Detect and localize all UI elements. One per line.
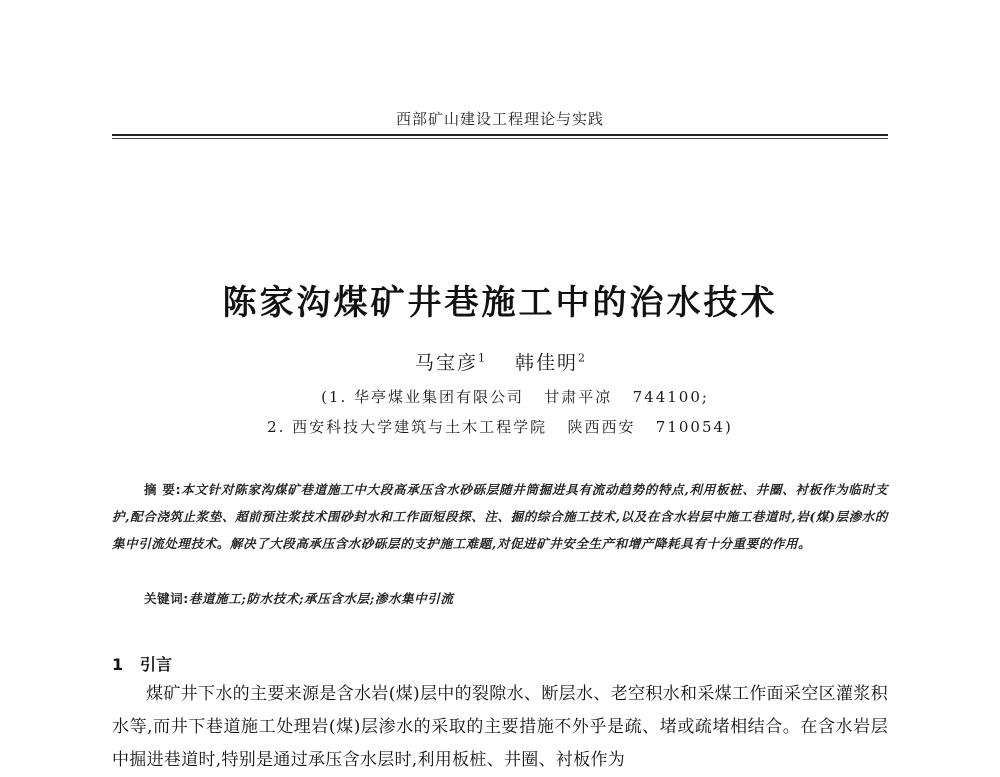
header-rule-thick: [112, 134, 888, 136]
section-heading: [112, 652, 172, 675]
keywords-label: 关键词:: [144, 591, 189, 606]
body-paragraph: 煤矿井下水的主要来源是含水岩(煤)层中的裂隙水、断层水、老空积水和采煤工作面采空区灌浆积水等,而井下巷道施工处理岩(煤)层渗水的采取的主要措施不外乎是疏、堵或疏堵相结合。在含水岩层中掘进巷道时,特别是通过承压含水层时,利用板桩、井圈、衬板作为: [112, 684, 888, 770]
abstract-text: 本文针对陈家沟煤矿巷道施工中大段高承压含水砂砾层随井筒掘进具有流动趋势的特点,利用板桩、井圈、衬板作为临时支护,配合浇筑止浆垫、超前预注浆技术围砂封水和工作面短段探、注、掘的综合施工技术,以及在含水岩层中施工巷道时,岩(煤)层渗水的集中引流处理技术。解决了大段高承压含水砂砾层的支护施工难题,对促进矿井安全生产和增产降耗具有十分重要的作用。: [112, 482, 888, 551]
author-line: [0, 348, 1000, 375]
affiliation-1: (1. 华亭煤业集团有限公司 甘肃平凉 744100;: [321, 388, 709, 406]
keywords: [144, 589, 888, 607]
author-sup-2: 2: [578, 351, 586, 365]
header-rule-thin: [112, 138, 888, 139]
abstract-label: 摘 要:: [144, 482, 182, 497]
abstract: [112, 476, 888, 557]
running-header: 西部矿山建设工程理论与实践: [395, 110, 604, 128]
section-number: 1: [112, 655, 124, 674]
keywords-text: 巷道施工;防水技术;承压含水层;渗水集中引流: [188, 591, 454, 606]
section-title: 引言: [140, 655, 173, 674]
affiliation-2: 2. 西安科技大学建筑与土木工程学院 陕西西安 710054): [267, 418, 733, 436]
author-name-2: 韩佳明: [515, 352, 579, 374]
paper-title: 陈家沟煤矿井巷施工中的治水技术: [222, 283, 778, 323]
author-name-1: 马宝彦: [414, 352, 478, 374]
author-sup-1: 1: [478, 351, 485, 365]
